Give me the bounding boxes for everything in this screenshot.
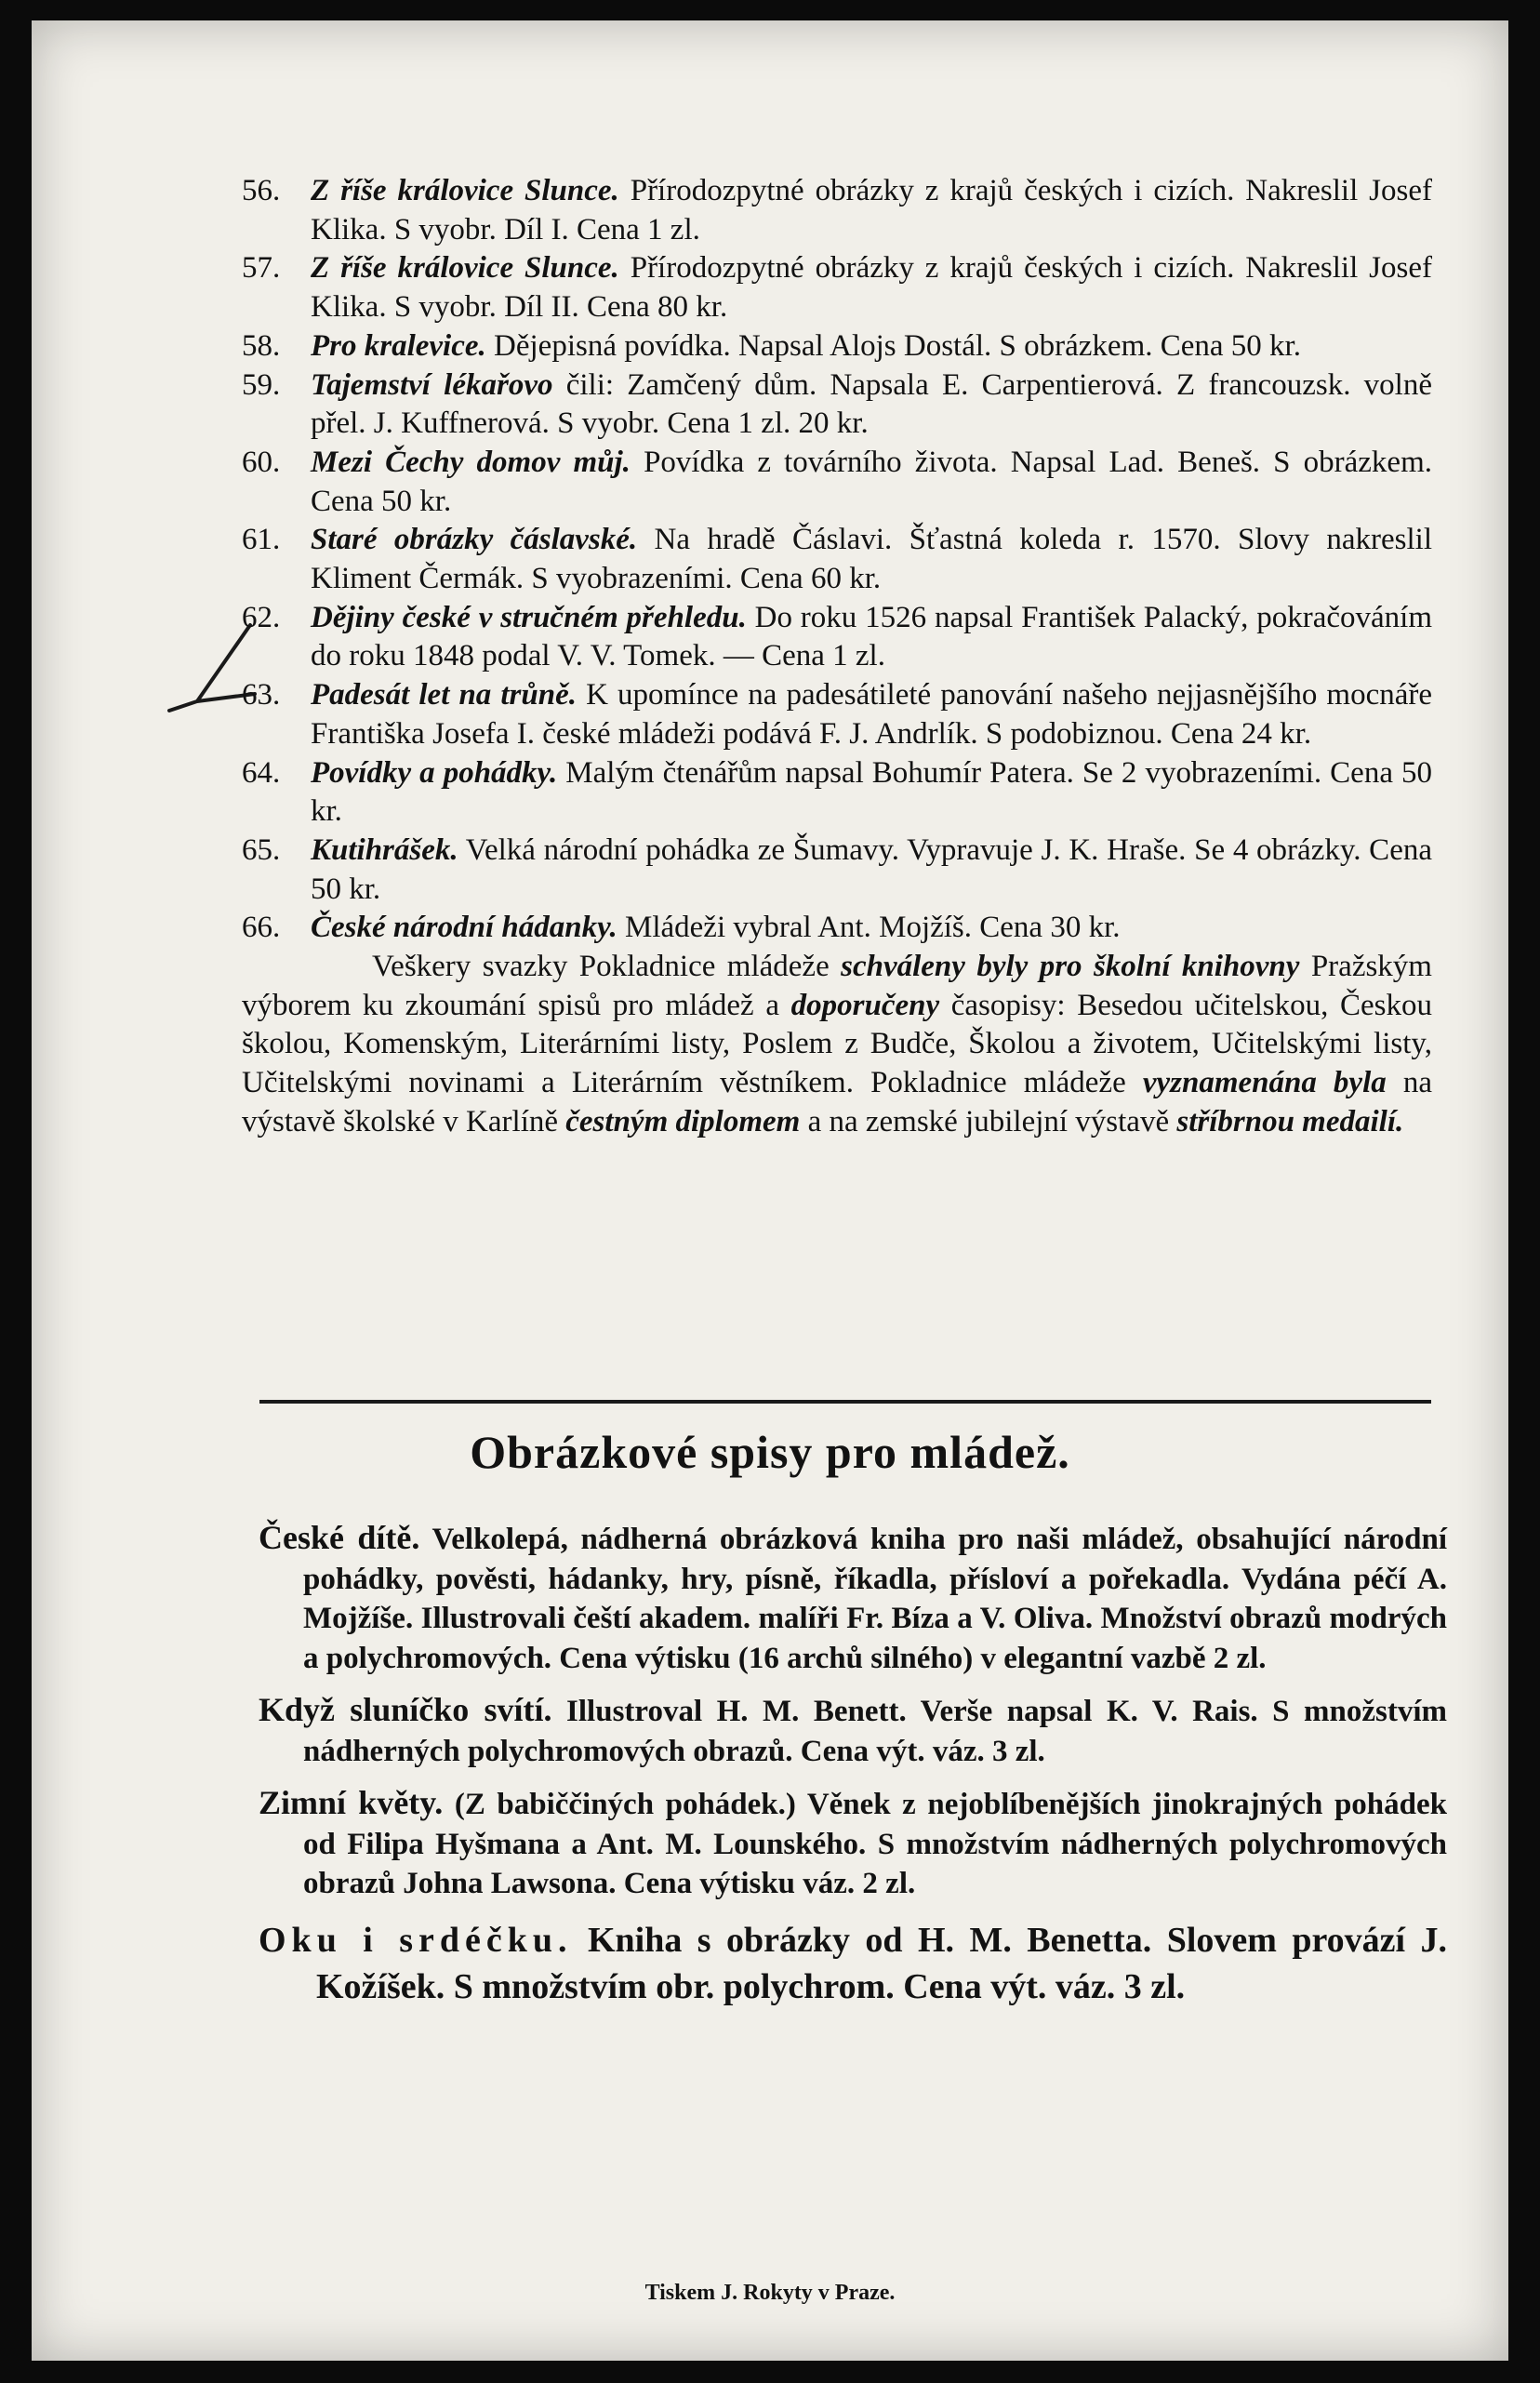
catalog-entry [242,599,1432,676]
catalog-entry [242,249,1432,326]
note-emphasis: čestným diplomem [565,1104,801,1138]
entry-title: Z říše královice Slunce. [311,174,619,207]
entry-text: Velká národní pohádka ze Šumavy. Vypravuje J. K. Hraše. Se 4 obrázky. Cena 50 kr. [311,832,1432,906]
entry-text: Na hradě Čáslavi. Šťastná koleda r. 1570. Slovy nakreslil Kliment Čermák. S vyobrazeními. Cena 60 kr. [311,523,1432,596]
entry-text: Mládeži vybral Ant. Mojžíš. Cena 30 kr. [625,911,1121,945]
book-title: Zimní květy. [259,1784,444,1821]
note-emphasis: vyznamenána byla [1142,1066,1387,1100]
entry-title: Mezi Čechy domov můj. [311,445,631,479]
note-text: časopisy: Besedou učitelskou, Českou školou, Komenským, Literárními listy, Poslem z Budče, Školou a životem, Učitelskými listy, Učitelskými novinami a Literárním věstníkem. Pokladnice mládeže [242,988,1433,1100]
entry-title: Dějiny české v stručném přehledu. [311,600,747,634]
entry-title: Padesát let na trůně. [311,678,578,712]
catalog-entry [242,832,1432,909]
catalog-entry [242,909,1432,948]
catalog-entry [242,444,1432,521]
note-emphasis: doporučeny [790,988,940,1022]
entry-text: čili: Zamčený dům. Napsala E. Carpentierová. Z francouzsk. volně přel. J. Kuffnerová. S vyobr. Cena 1 zl. 20 kr. [311,367,1432,441]
book-text: Kniha s obrázky od H. M. Benetta. Slovem provází J. Kožíšek. S množstvím obr. polychrom. Cena výt. váz. 3 zl. [316,1920,1448,2006]
section-divider [259,1400,1431,1404]
note-text: Pražským výborem ku zkoumání spisů pro mládež a [242,950,1432,1022]
entry-text: Do roku 1526 napsal František Palacký, pokračováním do roku 1848 podal V. V. Tomek. — Cena 1 zl. [311,600,1433,673]
entry-title: Staré obrázky čáslavské. [311,523,638,557]
entry-title: Tajemství lékařovo [311,367,553,402]
entry-number: 58. [242,328,281,363]
catalog-entry [242,327,1432,366]
endorsement-note [242,948,1432,1142]
entry-text: K upomínce na padesátileté panování našeho nejjasnějšího mocnáře Františka Josefa I. české mládeži podává F. J. Andrlík. S podobiznou. Cena 24 kr. [311,678,1432,751]
catalog-list [242,172,1432,1142]
section-heading: Obrázkové spisy pro mládež. [470,1426,1070,1478]
entry-text: Dějepisná povídka. Napsal Alojs Dostál. S obrázkem. Cena 50 kr. [494,328,1301,363]
book-entry [259,1690,1447,1771]
entry-text: Přírodozpytné obrázky z krajů českých i cizích. Nakreslil Josef Klika. S vyobr. Díl I. Cena 1 zl. [311,174,1432,246]
printer-imprint: Tiskem J. Rokyty v Praze. [644,2281,896,2305]
entry-number: 59. [242,367,281,402]
book-text: Illustroval H. M. Benett. Verše napsal K. V. Rais. S množstvím nádherných polychromových obrazů. Cena výt. váz. 3 zl. [303,1695,1447,1768]
book-entry [259,1783,1447,1904]
entry-title: Povídky a pohádky. [311,755,558,790]
note-text: Veškery svazky Pokladnice mládeže [372,950,842,984]
book-title: Když sluníčko svítí. [259,1691,552,1728]
note-text: na výstavě školské v Karlíně [242,1066,1432,1138]
catalog-entry [242,172,1432,249]
entry-number: 60. [242,445,281,479]
catalog-entry [242,676,1432,753]
entry-number: 57. [242,251,281,286]
entry-title: České národní hádanky. [311,911,617,945]
book-title: Oku i srdéčku. [259,1920,573,1960]
note-emphasis: schváleny byly pro školní knihovny [841,950,1300,984]
catalog-entry [242,521,1432,598]
entry-title: Z říše královice Slunce. [311,251,619,286]
entry-number: 65. [242,832,281,867]
entry-number: 63. [242,678,281,712]
pictorial-books-list [259,1518,1447,2022]
book-title: České dítě. [259,1519,420,1556]
entry-number: 66. [242,911,281,945]
book-text: (Z babiččiných pohádek.) Věnek z nejoblíbenějších jinokrajných pohádek od Filipa Hyšmana a Ant. M. Lounského. S množstvím nádherných polychromových obrazů Johna Lawsona. Cena výtisku váz. 2 zl. [303,1788,1447,1900]
book-entry [259,1917,1447,2010]
entry-text: Přírodozpytné obrázky z krajů českých i cizích. Nakreslil Josef Klika. S vyobr. Díl II. Cena 80 kr. [311,251,1432,325]
entry-text: Povídka z továrního života. Napsal Lad. Beneš. S obrázkem. Cena 50 kr. [311,445,1433,518]
entry-number: 61. [242,523,281,557]
entry-number: 62. [242,600,281,634]
note-emphasis: stříbrnou medailí. [1176,1104,1404,1138]
book-entry [259,1518,1447,1678]
entry-text: Malým čtenářům napsal Bohumír Patera. Se 2 vyobrazeními. Cena 50 kr. [311,755,1432,829]
entry-number: 64. [242,755,281,790]
book-page [32,20,1508,2361]
note-text: a na zemské jubilejní výstavě [800,1104,1177,1138]
book-text: Velkolepá, nádherná obrázková kniha pro naši mládež, obsahující národní pohádky, pověsti, hádanky, hry, písně, říkadla, přísloví a pořekadla. Vydána péčí A. Mojžíše. Illustrovali čeští akadem. malíři Fr. Bíza a V. Oliva. Množství obrazů modrých a polychromových. Cena výtisku (16 archů silného) v elegantní vazbě 2 zl. [303,1523,1447,1675]
catalog-entry [242,366,1432,444]
entry-number: 56. [242,174,281,207]
catalog-entry [242,754,1432,832]
entry-title: Pro kralevice. [311,328,486,363]
entry-title: Kutihrášek. [311,832,458,867]
